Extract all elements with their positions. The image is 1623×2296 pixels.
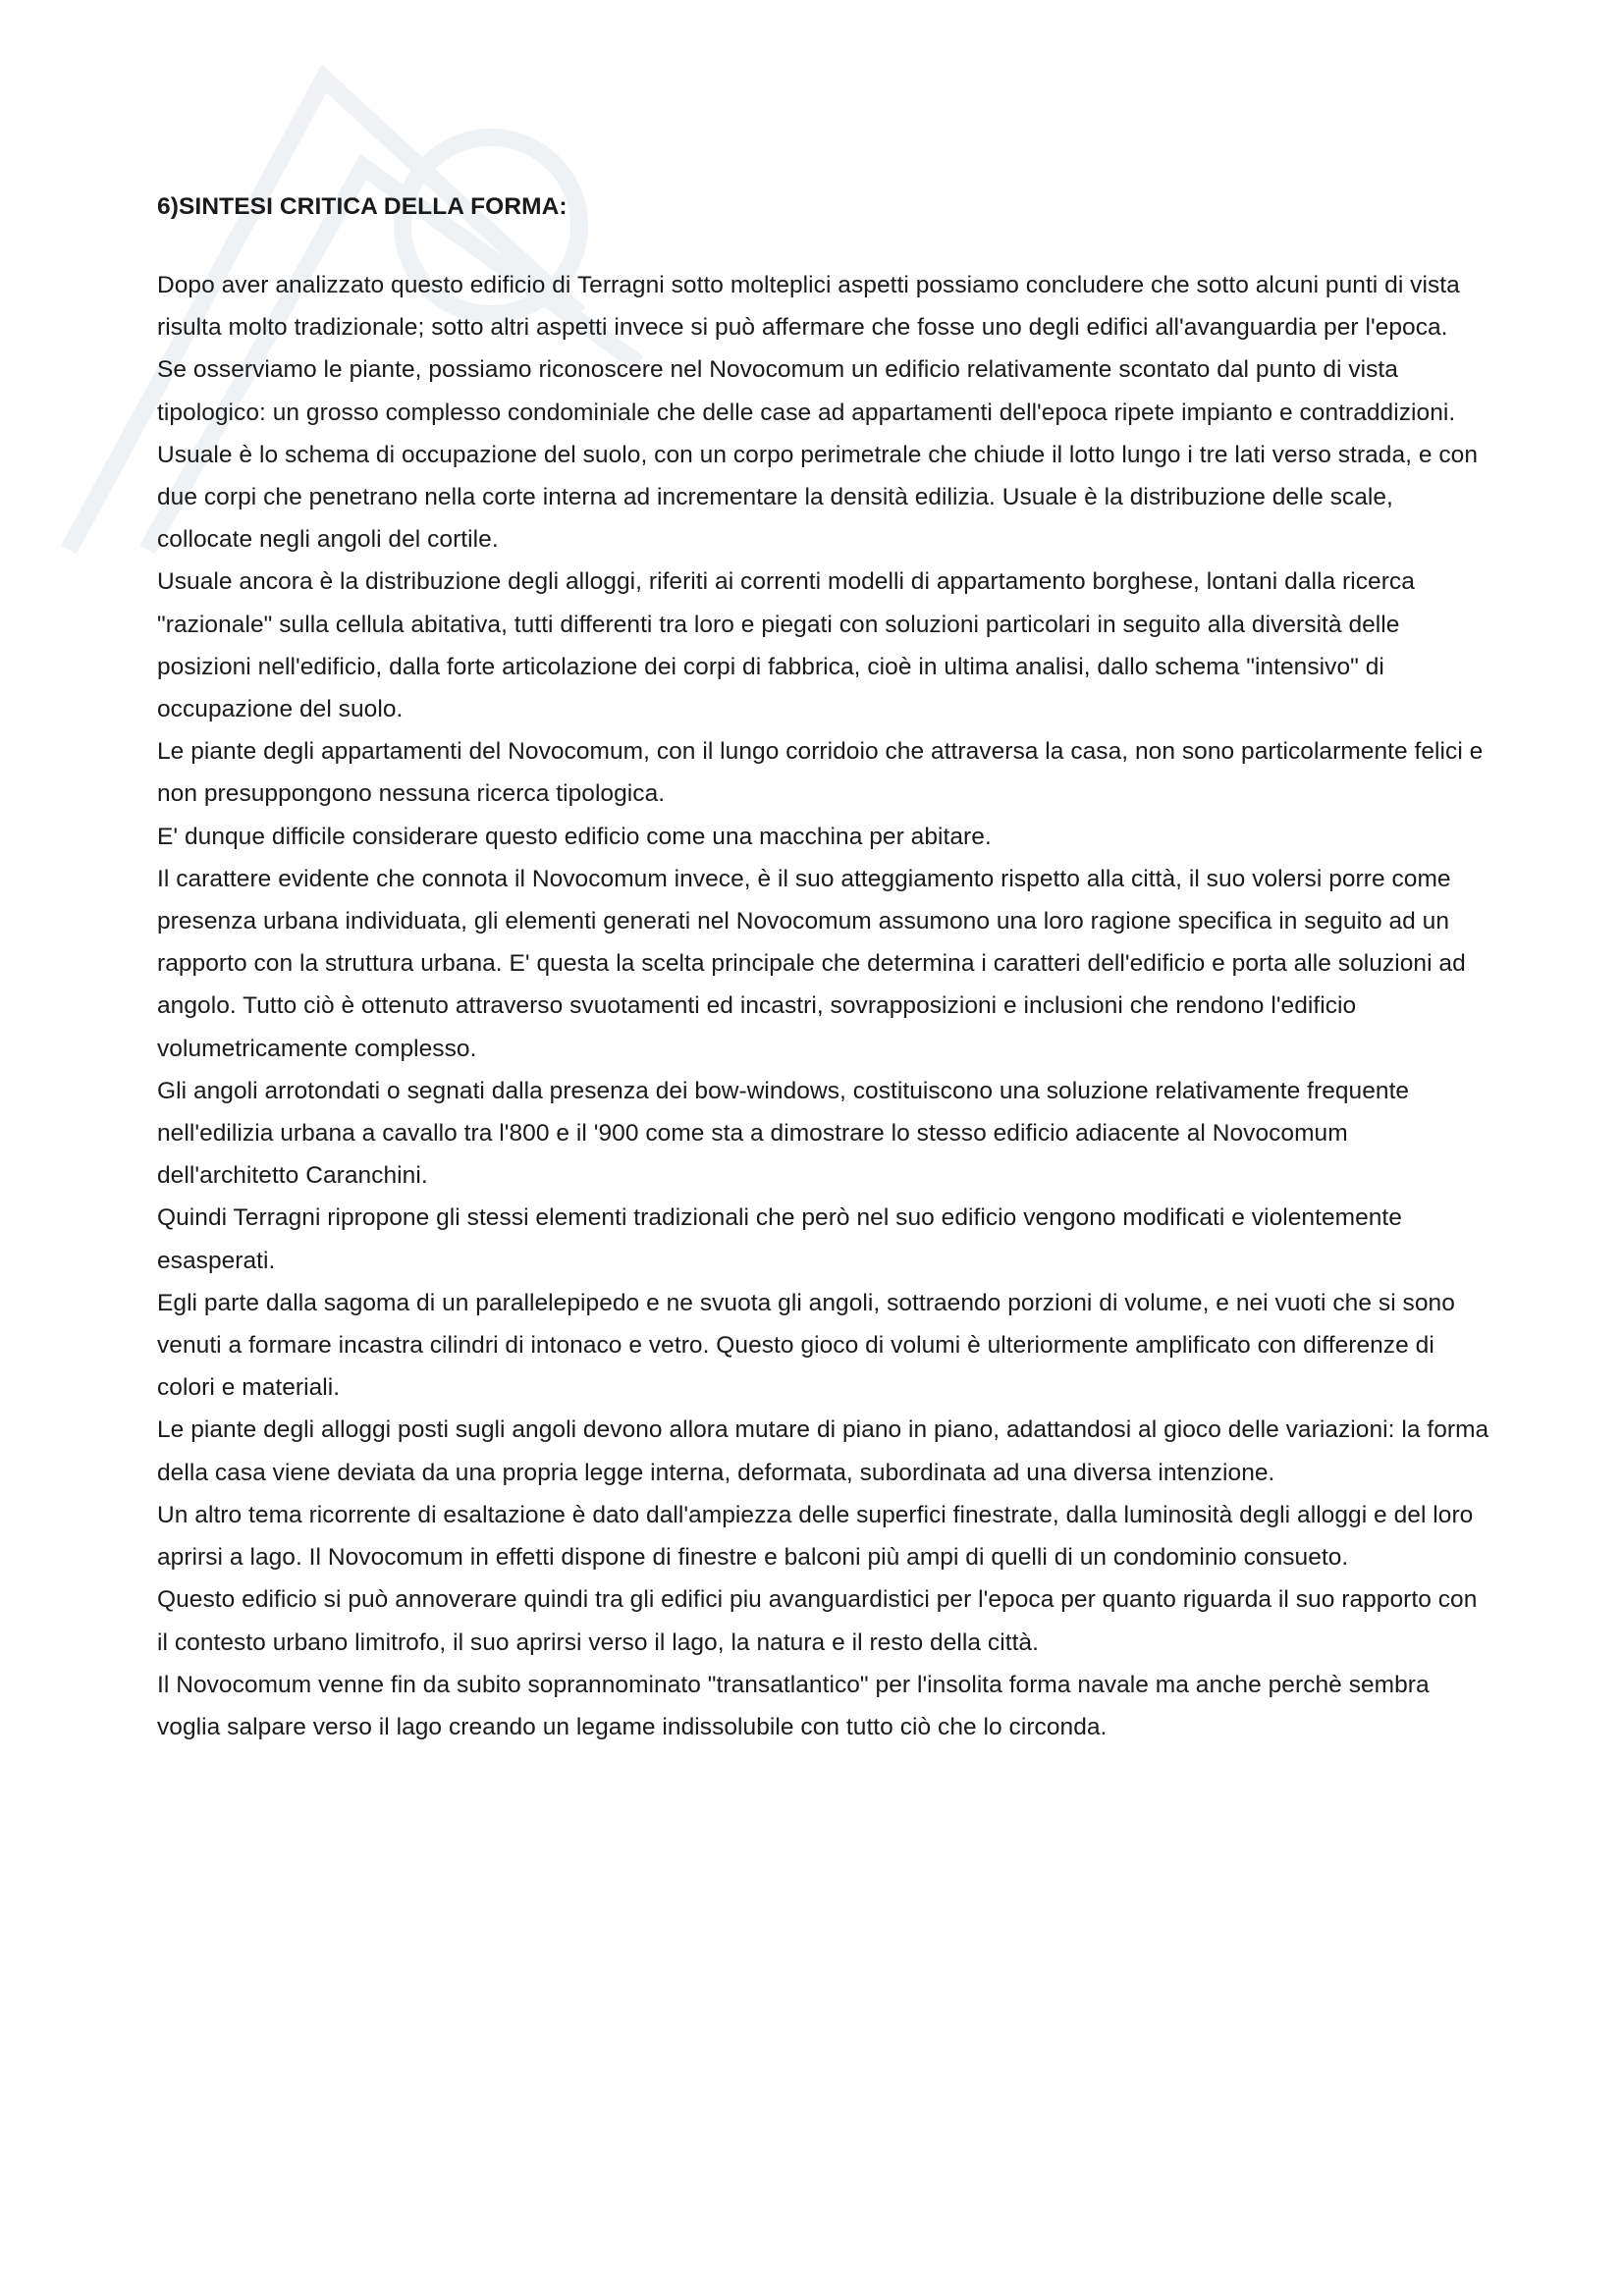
paragraph: E' dunque difficile considerare questo edificio come una macchina per abitare. [157, 823, 992, 850]
paragraph: Quindi Terragni ripropone gli stessi elementi tradizionali che però nel suo edificio vengono modificati e violentemente esasperati. [157, 1204, 1402, 1274]
paragraph: Le piante degli appartamenti del Novocomum, con il lungo corridoio che attraversa la casa, non sono particolarmente felici e non presuppongono nessuna ricerca tipologica. [157, 738, 1484, 808]
paragraph: Le piante degli alloggi posti sugli angoli devono allora mutare di piano in piano, adattandosi al gioco delle variazioni: la forma della casa viene deviata da una propria legge interna, deformata, subordinata ad una diversa intenzione. [157, 1416, 1489, 1486]
paragraph: Dopo aver analizzato questo edificio di Terragni sotto molteplici aspetti possiamo concludere che sotto alcuni punti di vista risulta molto tradizionale; sotto altri aspetti invece si può affermare che fosse uno degli edifici all'avanguardia per l'epoca. [157, 272, 1460, 342]
document-page [157, 192, 1492, 1748]
body-text [157, 264, 1492, 1748]
paragraph: Se osserviamo le piante, possiamo riconoscere nel Novocomum un edificio relativamente scontato dal punto di vista tipologico: un grosso complesso condominiale che delle case ad appartamenti dell'epoca ripete impianto e contraddizioni. Usuale è lo schema di occupazione del suolo, con un corpo perimetrale che chiude il lotto lungo i tre lati verso strada, e con due corpi che penetrano nella corte interna ad incrementare la densità edilizia. Usuale è la distribuzione delle scale, collocate negli angoli del cortile. [157, 356, 1479, 554]
paragraph: Un altro tema ricorrente di esaltazione è dato dall'ampiezza delle superfici finestrate, dalla luminosità degli alloggi e del loro aprirsi a lago. Il Novocomum in effetti dispone di finestre e balconi più ampi di quelli di un condominio consueto. [157, 1501, 1474, 1572]
paragraph: Il Novocomum venne fin da subito soprannominato "transatlantico" per l'insolita forma navale ma anche perchè sembra voglia salpare verso il lago creando un legame indissolubile con tutto ciò che lo circonda. [157, 1671, 1430, 1740]
paragraph: Usuale ancora è la distribuzione degli alloggi, riferiti ai correnti modelli di appartamento borghese, lontani dalla ricerca "razionale" sulla cellula abitativa, tutti differenti tra loro e piegati con soluzioni particolari in seguito alla diversità delle posizioni nell'edificio, dalla forte articolazione dei corpi di fabbrica, cioè in ultima analisi, dallo schema "intensivo" di occupazione del suolo. [157, 568, 1415, 723]
paragraph: Questo edificio si può annoverare quindi tra gli edifici piu avanguardistici per l'epoca per quanto riguarda il suo rapporto con il contesto urbano limitrofo, il suo aprirsi verso il lago, la natura e il resto della città. [157, 1586, 1478, 1656]
paragraph: Il carattere evidente che connota il Novocomum invece, è il suo atteggiamento rispetto alla città, il suo volersi porre come presenza urbana individuata, gli elementi generati nel Novocomum assumono una loro ragione specifica in seguito ad un rapporto con la struttura urbana. E' questa la scelta principale che determina i caratteri dell'edificio e porta alle soluzioni ad angolo. Tutto ciò è ottenuto attraverso svuotamenti ed incastri, sovrapposizioni e inclusioni che rendono l'edificio volumetricamente complesso. [157, 865, 1466, 1062]
paragraph: Egli parte dalla sagoma di un parallelepipedo e ne svuota gli angoli, sottraendo porzioni di volume, e nei vuoti che si sono venuti a formare incastra cilindri di intonaco e vetro. Questo gioco di volumi è ulteriormente amplificato con differenze di colori e materiali. [157, 1289, 1455, 1402]
paragraph: Gli angoli arrotondati o segnati dalla presenza dei bow-windows, costituiscono una soluzione relativamente frequente nell'edilizia urbana a cavallo tra l'800 e il '900 come sta a dimostrare lo stesso edificio adiacente al Novocomum dell'architetto Caranchini. [157, 1077, 1410, 1190]
section-heading: 6)SINTESI CRITICA DELLA FORMA: [157, 193, 568, 220]
